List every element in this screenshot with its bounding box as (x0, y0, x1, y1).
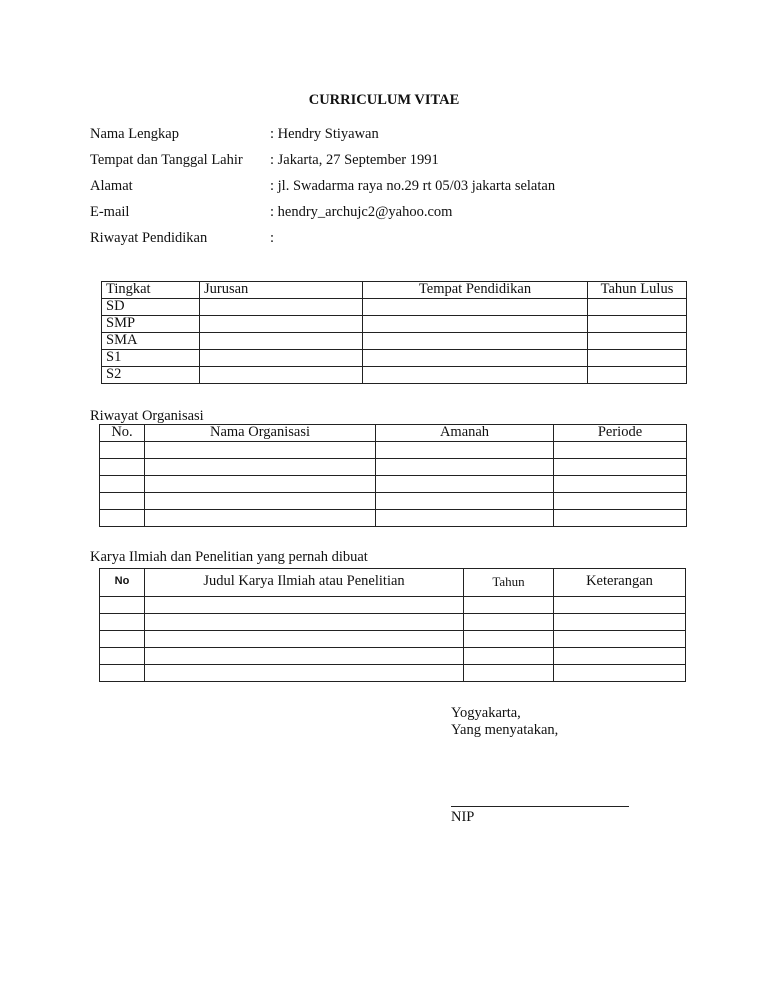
table-cell[interactable] (464, 665, 554, 682)
signature-statement: Yang menyatakan, (451, 722, 559, 738)
field-value: : jl. Swadarma raya no.29 rt 05/03 jakarta selatan (270, 178, 556, 194)
table-cell[interactable] (588, 367, 687, 384)
document-title: CURRICULUM VITAE (308, 92, 460, 108)
table-cell[interactable] (554, 597, 686, 614)
level-cell: SD (102, 299, 200, 316)
level-cell: S2 (102, 367, 200, 384)
table-header-row (100, 569, 686, 597)
table-cell[interactable] (376, 493, 554, 510)
table-row (102, 316, 687, 333)
table-row (100, 648, 686, 665)
table-row (102, 299, 687, 316)
table-header-row (102, 282, 687, 299)
table-cell[interactable] (200, 333, 363, 350)
table-cell[interactable] (554, 459, 687, 476)
table-cell[interactable] (376, 459, 554, 476)
table-row (102, 367, 687, 384)
table-cell[interactable] (145, 510, 376, 527)
table-cell[interactable] (145, 493, 376, 510)
table-cell[interactable] (464, 614, 554, 631)
table-cell[interactable] (464, 648, 554, 665)
table-cell[interactable] (588, 316, 687, 333)
field-label: E-mail (90, 204, 130, 220)
field-value: : hendry_archujc2@yahoo.com (270, 204, 453, 220)
header-cell: Periode (554, 425, 687, 442)
level-cell: SMA (102, 333, 200, 350)
header-cell: Tempat Pendidikan (363, 282, 588, 299)
field-label: Tempat dan Tanggal Lahir (90, 152, 243, 168)
header-cell: Jurusan (200, 282, 363, 299)
field-label: Riwayat Pendidikan (90, 230, 208, 246)
organization-heading: Riwayat Organisasi (90, 408, 204, 424)
education-table (101, 281, 687, 384)
table-row (100, 442, 687, 459)
header-cell: No. (100, 425, 145, 442)
table-cell[interactable] (554, 510, 687, 527)
header-cell: Amanah (376, 425, 554, 442)
table-cell[interactable] (145, 631, 464, 648)
table-cell[interactable] (376, 442, 554, 459)
table-cell[interactable] (200, 367, 363, 384)
table-cell[interactable] (145, 442, 376, 459)
table-cell[interactable] (145, 597, 464, 614)
research-table (99, 568, 686, 682)
header-cell: Tahun Lulus (588, 282, 687, 299)
signature-place: Yogyakarta, (451, 705, 521, 721)
field-value: : (270, 230, 275, 246)
header-cell: No (100, 569, 145, 597)
table-row (100, 665, 686, 682)
header-cell: Tingkat (102, 282, 200, 299)
table-cell[interactable] (588, 350, 687, 367)
table-cell[interactable] (363, 350, 588, 367)
table-cell[interactable] (145, 665, 464, 682)
table-cell[interactable] (100, 614, 145, 631)
table-cell[interactable] (464, 631, 554, 648)
table-row (102, 350, 687, 367)
table-row (100, 614, 686, 631)
table-row (102, 333, 687, 350)
table-cell[interactable] (100, 631, 145, 648)
table-header-row (100, 425, 687, 442)
research-heading: Karya Ilmiah dan Penelitian yang pernah dibuat (90, 549, 368, 565)
table-cell[interactable] (554, 648, 686, 665)
table-cell[interactable] (145, 614, 464, 631)
table-cell[interactable] (363, 299, 588, 316)
header-cell: Nama Organisasi (145, 425, 376, 442)
table-cell[interactable] (554, 614, 686, 631)
level-cell: S1 (102, 350, 200, 367)
table-cell[interactable] (464, 597, 554, 614)
table-cell[interactable] (200, 316, 363, 333)
field-label: Nama Lengkap (90, 126, 179, 142)
table-row (100, 597, 686, 614)
field-value: : Hendry Stiyawan (270, 126, 379, 142)
table-cell[interactable] (363, 333, 588, 350)
header-cell: Judul Karya Ilmiah atau Penelitian (145, 569, 464, 597)
table-cell[interactable] (588, 333, 687, 350)
table-cell[interactable] (100, 648, 145, 665)
table-cell[interactable] (554, 665, 686, 682)
table-cell[interactable] (145, 648, 464, 665)
table-row (100, 510, 687, 527)
table-cell[interactable] (100, 597, 145, 614)
table-cell[interactable] (100, 510, 145, 527)
table-cell[interactable] (554, 476, 687, 493)
signature-line (451, 806, 629, 807)
table-cell[interactable] (376, 476, 554, 493)
table-cell[interactable] (200, 299, 363, 316)
table-cell[interactable] (100, 442, 145, 459)
table-cell[interactable] (145, 459, 376, 476)
level-cell: SMP (102, 316, 200, 333)
table-cell[interactable] (554, 493, 687, 510)
table-row (100, 493, 687, 510)
table-cell[interactable] (100, 459, 145, 476)
field-value: : Jakarta, 27 September 1991 (270, 152, 439, 168)
nip-label: NIP (451, 809, 475, 825)
table-cell[interactable] (376, 510, 554, 527)
table-cell[interactable] (100, 476, 145, 493)
table-cell[interactable] (145, 476, 376, 493)
table-cell[interactable] (588, 299, 687, 316)
header-cell: Keterangan (554, 569, 686, 597)
header-cell: Tahun (464, 569, 554, 597)
table-cell[interactable] (554, 442, 687, 459)
field-label: Alamat (90, 178, 133, 194)
table-cell[interactable] (554, 631, 686, 648)
organization-table (99, 424, 687, 527)
table-cell[interactable] (200, 350, 363, 367)
table-cell[interactable] (100, 665, 145, 682)
table-cell[interactable] (363, 367, 588, 384)
table-cell[interactable] (100, 493, 145, 510)
table-row (100, 631, 686, 648)
table-cell[interactable] (363, 316, 588, 333)
table-row (100, 459, 687, 476)
table-row (100, 476, 687, 493)
